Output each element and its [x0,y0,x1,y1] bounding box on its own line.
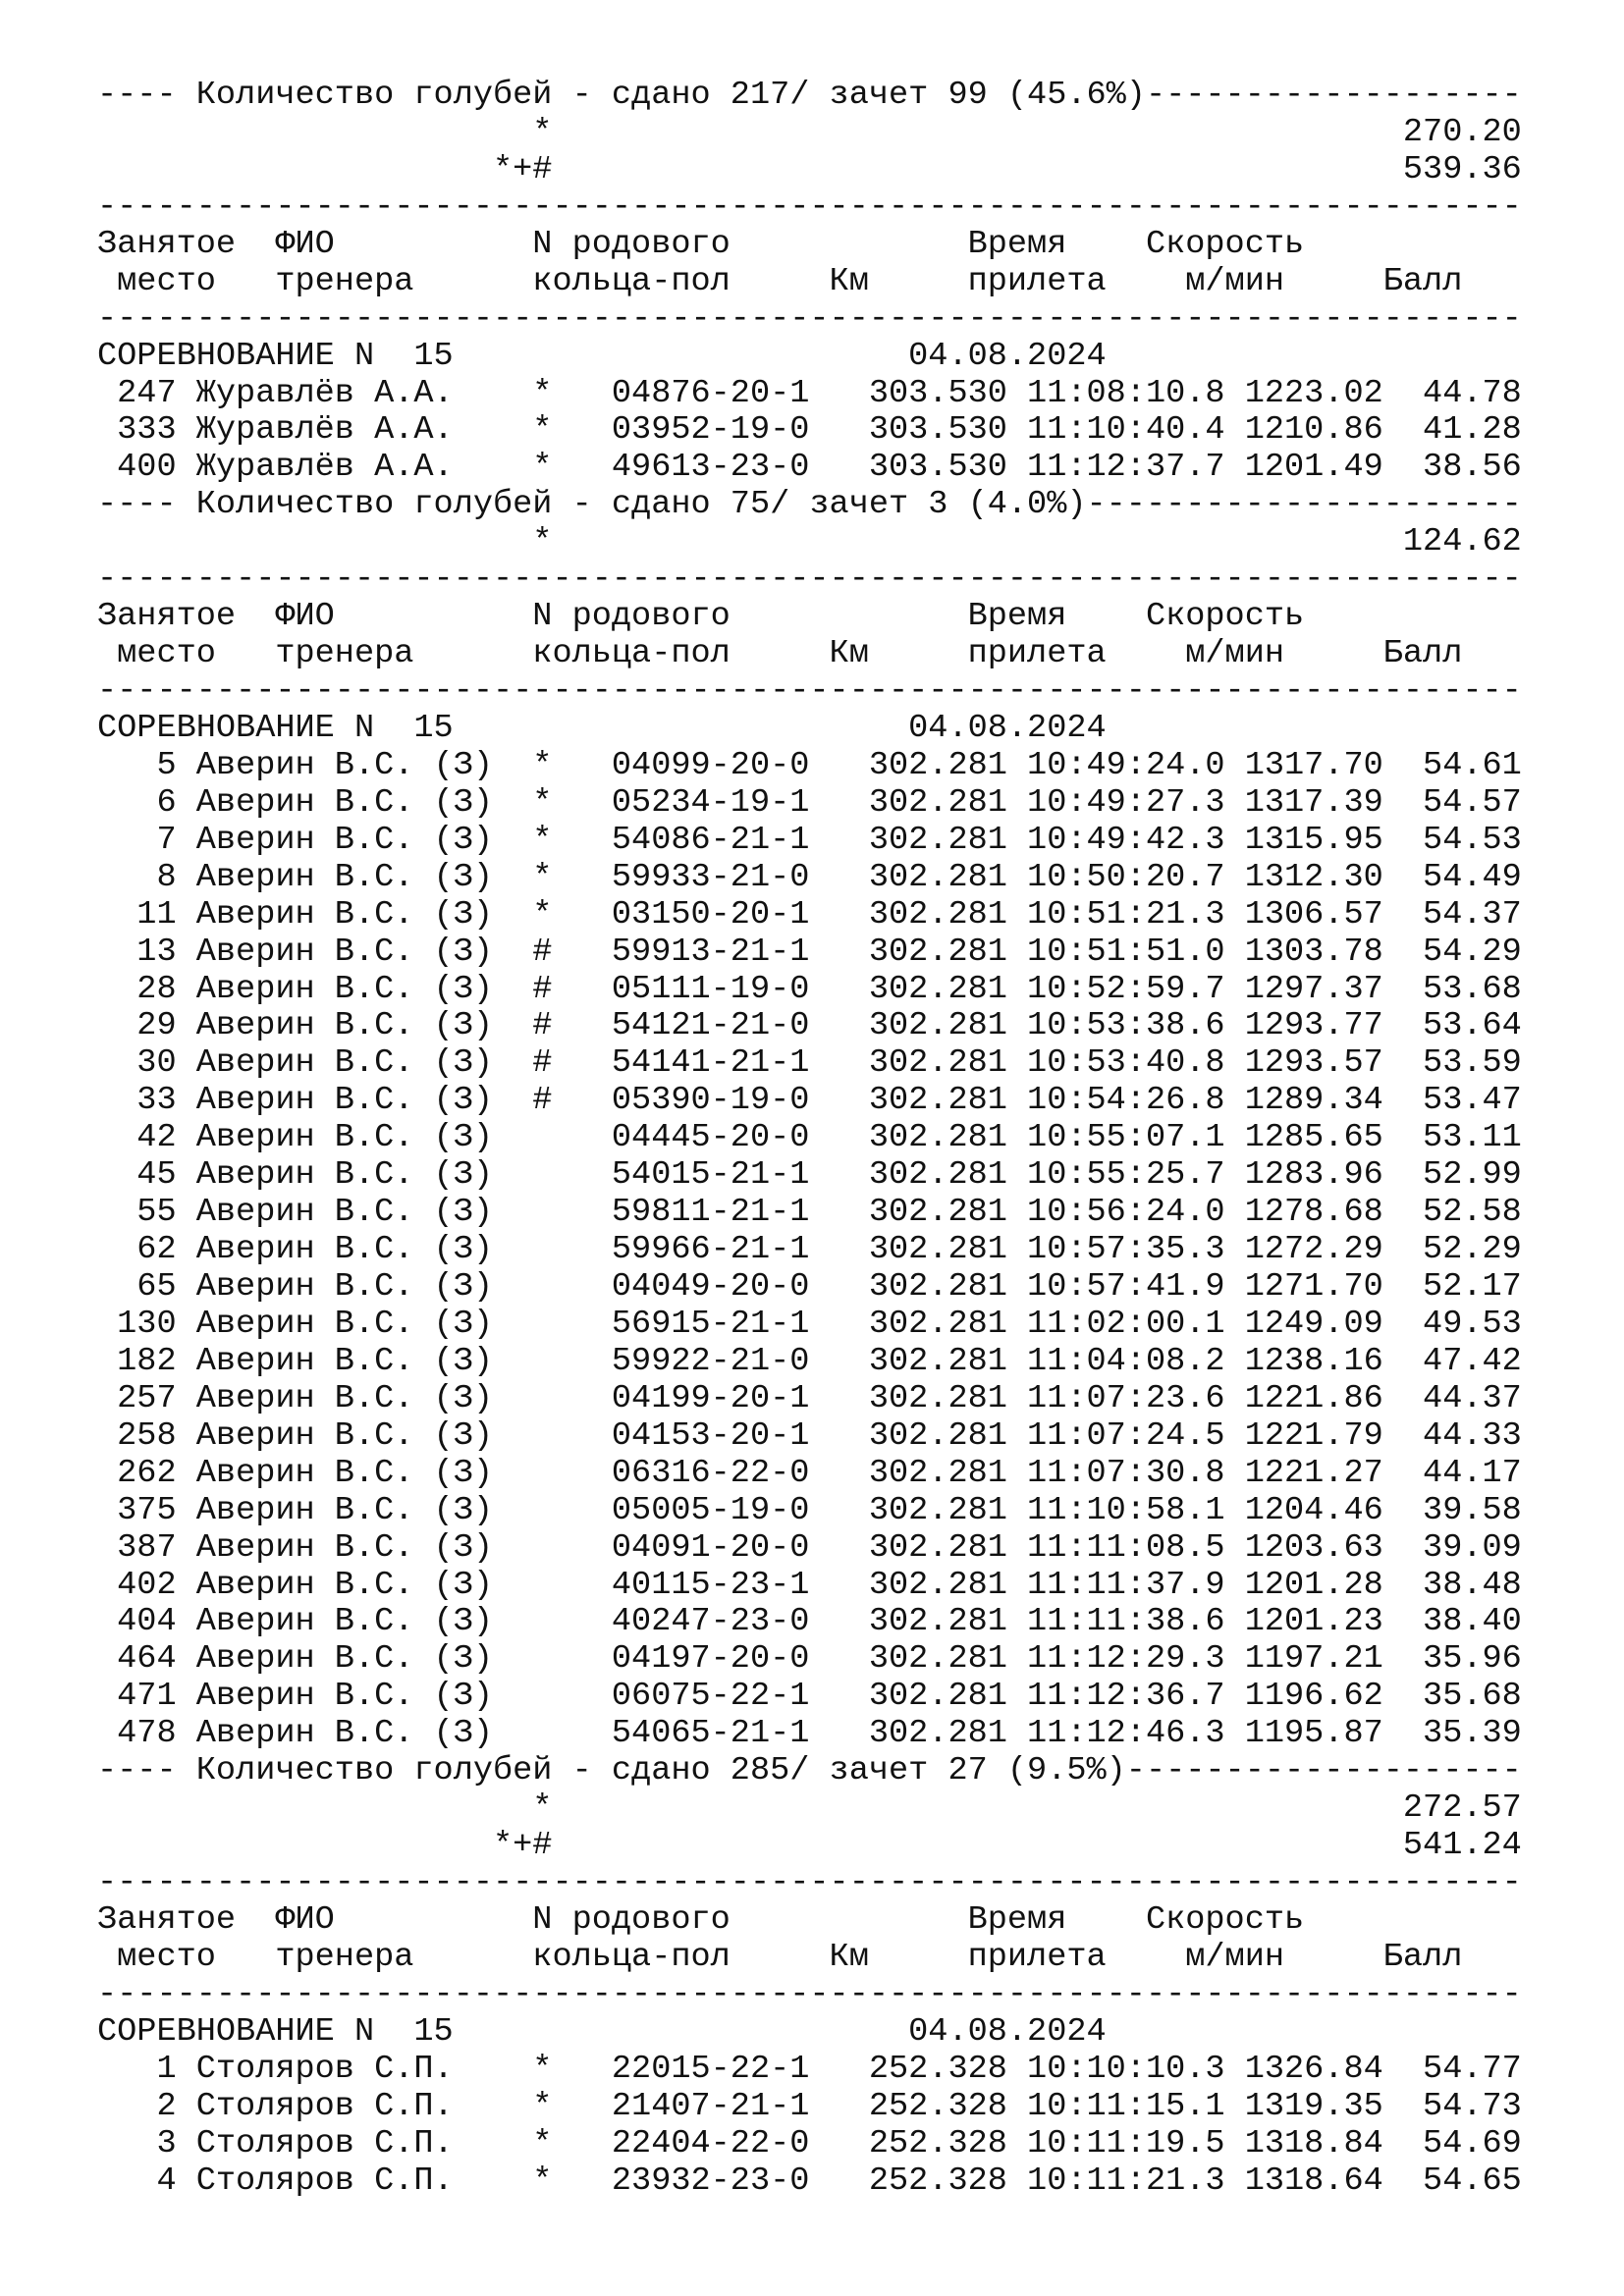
results-printout [97,78,1522,2200]
table-row: 62 Аверин В.С. (З) 59966-21-1 302.281 10:57:35.3 1272.29 52.29 [97,1231,1522,1269]
column-header-line: место тренера кольца-пол Км прилета м/мин Балл [97,262,1463,300]
table-row: 42 Аверин В.С. (З) 04445-20-0 302.281 10:55:07.1 1285.65 53.11 [97,1119,1522,1157]
table-row: 130 Аверин В.С. (З) 56915-21-1 302.281 11:02:00.1 1249.09 49.53 [97,1305,1522,1343]
table-row: 404 Аверин В.С. (З) 40247-23-0 302.281 11:11:38.6 1201.23 38.40 [97,1603,1522,1641]
subtotal-line: * 270.20 [97,113,1522,151]
column-header-line: Занятое ФИО N родового Время Скорость [97,598,1305,636]
table-row: 262 Аверин В.С. (З) 06316-22-0 302.281 11:07:30.8 1221.27 44.17 [97,1454,1522,1492]
table-row: 471 Аверин В.С. (З) 06075-22-1 302.281 11:12:36.7 1196.62 35.68 [97,1678,1522,1716]
table-row: 333 Журавлёв А.А. * 03952-19-0 303.530 11:10:40.4 1210.86 41.28 [97,411,1522,450]
table-row: 1 Столяров С.П. * 22015-22-1 252.328 10:10:10.3 1326.84 54.77 [97,2050,1522,2088]
table-row: 375 Аверин В.С. (З) 05005-19-0 302.281 11:10:58.1 1204.46 39.58 [97,1491,1522,1529]
table-row: 4 Столяров С.П. * 23932-23-0 252.328 10:11:21.3 1318.64 54.65 [97,2162,1522,2200]
subtotal-line: * 272.57 [97,1789,1522,1828]
competition-line: СОРЕВНОВАНИЕ N 15 04.08.2024 [97,2012,1107,2051]
summary-line: ---- Количество голубей - сдано 217/ зачет 99 (45.6%)------------------- [97,77,1522,114]
table-row: 464 Аверин В.С. (З) 04197-20-0 302.281 11:12:29.3 1197.21 35.96 [97,1640,1522,1679]
competition-line: СОРЕВНОВАНИЕ N 15 04.08.2024 [97,337,1107,375]
separator-line: ------------------------------------------------------------------------ [97,1864,1522,1901]
table-row: 30 Аверин В.С. (З) # 54141-21-1 302.281 10:53:40.8 1293.57 53.59 [97,1044,1522,1083]
table-row: 2 Столяров С.П. * 21407-21-1 252.328 10:11:15.1 1319.35 54.73 [97,2087,1522,2125]
table-row: 28 Аверин В.С. (З) # 05111-19-0 302.281 10:52:59.7 1297.37 53.68 [97,970,1522,1008]
table-row: 33 Аверин В.С. (З) # 05390-19-0 302.281 10:54:26.8 1289.34 53.47 [97,1082,1522,1120]
table-row: 29 Аверин В.С. (З) # 54121-21-0 302.281 10:53:38.6 1293.77 53.64 [97,1007,1522,1045]
subtotal-line: *+# 539.36 [97,150,1522,188]
separator-line: ------------------------------------------------------------------------ [97,672,1522,710]
separator-line: ------------------------------------------------------------------------ [97,561,1522,599]
table-row: 3 Столяров С.П. * 22404-22-0 252.328 10:11:19.5 1318.84 54.69 [97,2124,1522,2163]
table-row: 5 Аверин В.С. (З) * 04099-20-0 302.281 10:49:24.0 1317.70 54.61 [97,746,1522,784]
separator-line: ------------------------------------------------------------------------ [97,1975,1522,2013]
column-header-line: место тренера кольца-пол Км прилета м/мин Балл [97,1938,1463,1976]
column-header-line: Занятое ФИО N родового Время Скорость [97,1900,1305,1939]
table-row: 258 Аверин В.С. (З) 04153-20-1 302.281 11:07:24.5 1221.79 44.33 [97,1416,1522,1455]
table-row: 13 Аверин В.С. (З) # 59913-21-1 302.281 10:51:51.0 1303.78 54.29 [97,933,1522,971]
table-row: 45 Аверин В.С. (З) 54015-21-1 302.281 10:55:25.7 1283.96 52.99 [97,1156,1522,1195]
subtotal-line: *+# 541.24 [97,1827,1522,1865]
separator-line: ------------------------------------------------------------------------ [97,299,1522,338]
table-row: 402 Аверин В.С. (З) 40115-23-1 302.281 11:11:37.9 1201.28 38.48 [97,1566,1522,1604]
subtotal-line: * 124.62 [97,523,1522,561]
summary-line: ---- Количество голубей - сдано 75/ зачет 3 (4.0%)---------------------- [97,486,1522,524]
competition-line: СОРЕВНОВАНИЕ N 15 04.08.2024 [97,709,1107,747]
table-row: 247 Журавлёв А.А. * 04876-20-1 303.530 11:08:10.8 1223.02 44.78 [97,374,1522,412]
column-header-line: Занятое ФИО N родового Время Скорость [97,225,1305,263]
separator-line: ------------------------------------------------------------------------ [97,187,1522,226]
table-row: 11 Аверин В.С. (З) * 03150-20-1 302.281 10:51:21.3 1306.57 54.37 [97,895,1522,934]
table-row: 7 Аверин В.С. (З) * 54086-21-1 302.281 10:49:42.3 1315.95 54.53 [97,821,1522,859]
table-row: 478 Аверин В.С. (З) 54065-21-1 302.281 11:12:46.3 1195.87 35.39 [97,1715,1522,1753]
table-row: 400 Журавлёв А.А. * 49613-23-0 303.530 11:12:37.7 1201.49 38.56 [97,449,1522,487]
table-row: 6 Аверин В.С. (З) * 05234-19-1 302.281 10:49:27.3 1317.39 54.57 [97,783,1522,822]
summary-line: ---- Количество голубей - сдано 285/ зачет 27 (9.5%)-------------------- [97,1752,1522,1790]
column-header-line: место тренера кольца-пол Км прилета м/мин Балл [97,635,1463,673]
table-row: 8 Аверин В.С. (З) * 59933-21-0 302.281 10:50:20.7 1312.30 54.49 [97,858,1522,896]
table-row: 65 Аверин В.С. (З) 04049-20-0 302.281 10:57:41.9 1271.70 52.17 [97,1268,1522,1306]
table-row: 55 Аверин В.С. (З) 59811-21-1 302.281 10:56:24.0 1278.68 52.58 [97,1194,1522,1232]
table-row: 257 Аверин В.С. (З) 04199-20-1 302.281 11:07:23.6 1221.86 44.37 [97,1379,1522,1417]
table-row: 182 Аверин В.С. (З) 59922-21-0 302.281 11:04:08.2 1238.16 47.42 [97,1342,1522,1380]
table-row: 387 Аверин В.С. (З) 04091-20-0 302.281 11:11:08.5 1203.63 39.09 [97,1528,1522,1567]
